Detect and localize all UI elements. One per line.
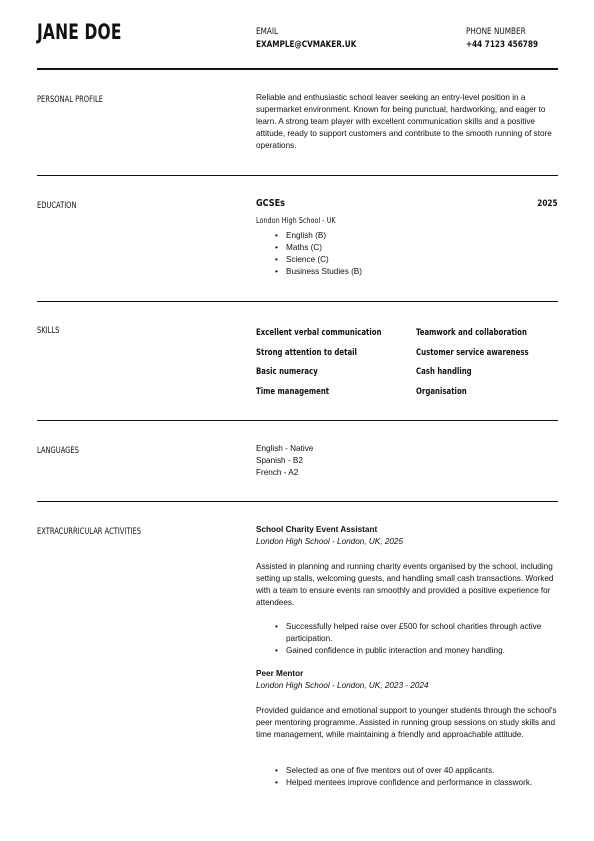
skill-item: Teamwork and collaboration: [416, 328, 527, 338]
education-year: 2025: [537, 199, 558, 209]
list-item: • English (B): [256, 230, 558, 242]
skill-item: Strong attention to detail: [256, 348, 357, 358]
profile-text: Reliable and enthusiastic school leaver seeking an entry-level position in a supermarket environment. Known for being punctual, hardworking, and eager to learn. A strong team player with excellent communication skills and a positive attitude, ready to support customers and contribute to the smooth running of store operations.: [256, 93, 552, 150]
section-divider: [37, 501, 558, 502]
phone-label: PHONE NUMBER: [466, 27, 526, 37]
education-qualification: GCSEs: [256, 198, 285, 209]
section-title-activities: EXTRACURRICULAR ACTIVITIES: [37, 527, 142, 537]
section-divider: [37, 175, 558, 176]
list-item: • Selected as one of five mentors out of over 40 applicants.: [256, 765, 558, 777]
email-value[interactable]: EXAMPLE@CVMAKER.UK: [256, 40, 357, 50]
list-item: • Successfully helped raise over £500 for school charities through active participation.: [256, 621, 558, 645]
section-title-skills: SKILLS: [37, 326, 60, 336]
list-item: • Helped mentees improve confidence and performance in classwork.: [256, 777, 558, 789]
education-subject-list: [256, 230, 558, 278]
skill-item: Organisation: [416, 387, 467, 397]
language-item: English - Native: [256, 444, 314, 453]
language-item: French - A2: [256, 468, 299, 477]
activity-description: Assisted in planning and running charity events organised by the school, including setting up stalls, welcoming guests, and handling small cash transactions. Worked with a team to ensure events ran smoothly and provided a positive experience for attendees.: [256, 562, 554, 607]
section-title-profile: PERSONAL PROFILE: [37, 95, 103, 105]
section-title-languages: LANGUAGES: [37, 446, 79, 456]
skill-item: Excellent verbal communication: [256, 328, 382, 338]
activity-bullet-list: [256, 621, 558, 657]
language-item: Spanish - B2: [256, 456, 303, 465]
header-divider: [37, 68, 558, 70]
skill-item: Basic numeracy: [256, 367, 318, 377]
education-school: London High School - UK: [256, 216, 336, 225]
activity-role: Peer Mentor: [256, 669, 304, 678]
email-label: EMAIL: [256, 27, 279, 37]
skill-item: Cash handling: [416, 367, 472, 377]
activity-organisation: London High School - London, UK, 2023 - 2024: [256, 681, 429, 690]
list-item: • Science (C): [256, 254, 558, 266]
section-divider: [37, 420, 558, 421]
phone-value[interactable]: +44 7123 456789: [466, 40, 539, 50]
section-title-education: EDUCATION: [37, 201, 77, 211]
skill-item: Customer service awareness: [416, 348, 529, 358]
section-divider: [37, 301, 558, 302]
skill-item: Time management: [256, 387, 330, 397]
list-item: • Maths (C): [256, 242, 558, 254]
phone-block: [466, 26, 546, 52]
activity-role: School Charity Event Assistant: [256, 525, 378, 534]
activity-organisation: London High School - London, UK, 2025: [256, 537, 404, 546]
activity-description: Provided guidance and emotional support to younger students through the school's peer mentoring programme. Assisted in running group sessions on study skills and time management, while maintaining a friendly and approachable attitude.: [256, 706, 557, 739]
email-block: [256, 26, 368, 52]
candidate-name: JANE DOE: [37, 20, 122, 44]
list-item: • Gained confidence in public interaction and money handling.: [256, 645, 558, 657]
activity-bullet-list: [256, 765, 558, 789]
list-item: • Business Studies (B): [256, 266, 558, 278]
